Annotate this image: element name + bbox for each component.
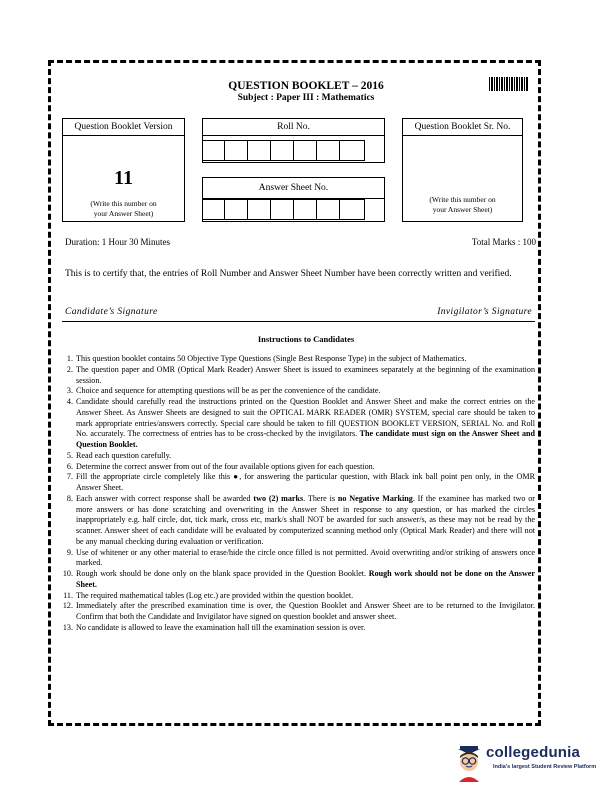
booklet-version-number: 11 [114, 167, 133, 189]
instruction-item: 8. Each answer with correct response shall be awarded two (2) marks. There is no Negative Marking. If the examinee has marked two or more answers or has done scratching and overwriting in the Answer Sheet in response to any question, or has marked the circles inappropriately e.g. half circle, dot, tick mark, cross etc, mark/s shall NOT be awarded for such answer/s, as these may not be read by the scanner. Answer sheet of each candidate will be evaluated by computerized scanning method only (Optical Mark Reader) and there will not be any manual checking during evaluation or verification. [66, 493, 536, 546]
answer-sheet-no-cell[interactable] [294, 199, 317, 220]
instruction-item: 1. This question booklet contains 50 Objective Type Questions (Single Best Response Type) in the subject of Mathematics. [66, 354, 467, 363]
answer-sheet-no-cell[interactable] [317, 199, 340, 220]
instruction-item: 13. No candidate is allowed to leave the examination hall till the examination session is over. [62, 622, 366, 632]
candidate-signature: Candidate’s Signature [65, 307, 158, 317]
booklet-title: QUESTION BOOKLET – 2016 [228, 80, 384, 92]
roll-no-cell[interactable] [225, 140, 248, 161]
instruction-item: 2. The question paper and OMR (Optical Mark Reader) Answer Sheet is issued to examinees separately at the beginning of the examination session. [66, 364, 535, 385]
roll-no-cell[interactable] [294, 140, 317, 161]
answer-sheet-no-cells [202, 199, 365, 220]
answer-sheet-no-cell[interactable] [340, 199, 365, 220]
roll-no-cell[interactable] [317, 140, 340, 161]
instruction-item: 5. Read each question carefully. [66, 450, 172, 460]
certification-text: This is to certify that, the entries of Roll Number and Answer Sheet Number have been correctly written and verified. [65, 269, 512, 279]
roll-no-cell[interactable] [271, 140, 294, 161]
signature-rule [62, 321, 535, 322]
answer-sheet-no-label: Answer Sheet No. [203, 178, 384, 199]
brand-tagline: India's largest Student Review Platform [493, 764, 597, 770]
instruction-item: 7. Fill the appropriate circle completely like this ●, for answering the particular question, with Black ink ball point pen only, in the OMR Answer Sheet. [66, 472, 535, 492]
instruction-item: 11. The required mathematical tables (Log etc.) are provided within the question booklet. [63, 590, 354, 600]
booklet-sr-no-note-2: your Answer Sheet) [432, 205, 493, 214]
booklet-version-box [62, 118, 185, 222]
instruction-item: 12. Immediately after the prescribed examination time is over, the Question Booklet and Answer Sheet are to be returned to the Invigilator. Confirm that both the Candidate and Invigilator have signed on question booklet and answer sheet. [62, 601, 535, 621]
booklet-version-note-1: (Write this number on [90, 199, 157, 208]
instruction-item: 9. Use of whitener or any other material to erase/hide the circle once filled is not permitted. Avoid overwriting and/or striking of answers once marked. [66, 547, 535, 568]
booklet-sr-no-label: Question Booklet Sr. No. [403, 119, 522, 136]
booklet-version-label: Question Booklet Version [63, 119, 184, 136]
roll-no-cell[interactable] [202, 140, 225, 161]
roll-no-label: Roll No. [203, 119, 384, 136]
booklet-version-note-2: your Answer Sheet) [93, 209, 154, 218]
instruction-item: 10. Rough work should be done only on the blank space provided in the Question Booklet. Rough work should not be done on the Answer Sheet. [62, 569, 535, 589]
instruction-item: 4. Candidate should carefully read the instructions printed on the Question Booklet and Answer Sheet and make the correct entries on the Answer Sheet. As Answer Sheets are designed to suit the OPTICAL MARK READER (OMR) SYSTEM, special care should be taken to mark appropriate entries/answers correctly. Special care should be taken to fill QUESTION BOOKLET VERSION, SERIAL No. and Roll No. accurately. The correctness of entries has to be cross-checked by the invigilators. The candidate must sign on the Answer Sheet and Question Booklet. [66, 397, 535, 449]
total-marks: Total Marks : 100 [471, 237, 536, 247]
roll-no-cell[interactable] [248, 140, 271, 161]
booklet-sr-no-note-1: (Write this number on [429, 195, 496, 204]
invigilator-signature: Invigilator’s Signature [437, 307, 532, 317]
booklet-subject: Subject : Paper III : Mathematics [237, 93, 375, 103]
brand-name: collegedunia [486, 744, 581, 761]
answer-sheet-no-cell[interactable] [248, 199, 271, 220]
booklet-sr-no-box [402, 118, 523, 222]
roll-no-cell[interactable] [340, 140, 365, 161]
roll-no-cells [202, 140, 365, 161]
instructions-title: Instructions to Candidates [257, 334, 355, 344]
answer-sheet-no-cell[interactable] [271, 199, 294, 220]
answer-sheet-no-cell[interactable] [202, 199, 225, 220]
answer-sheet-no-cell[interactable] [225, 199, 248, 220]
instruction-item: 3. Choice and sequence for attempting questions will be as per the convenience of the candidate. [66, 386, 381, 396]
instruction-item: 6. Determine the correct answer from out of the four available options given for each question. [66, 461, 375, 471]
duration: Duration: 1 Hour 30 Minutes [65, 237, 170, 247]
instructions-list [62, 354, 536, 634]
